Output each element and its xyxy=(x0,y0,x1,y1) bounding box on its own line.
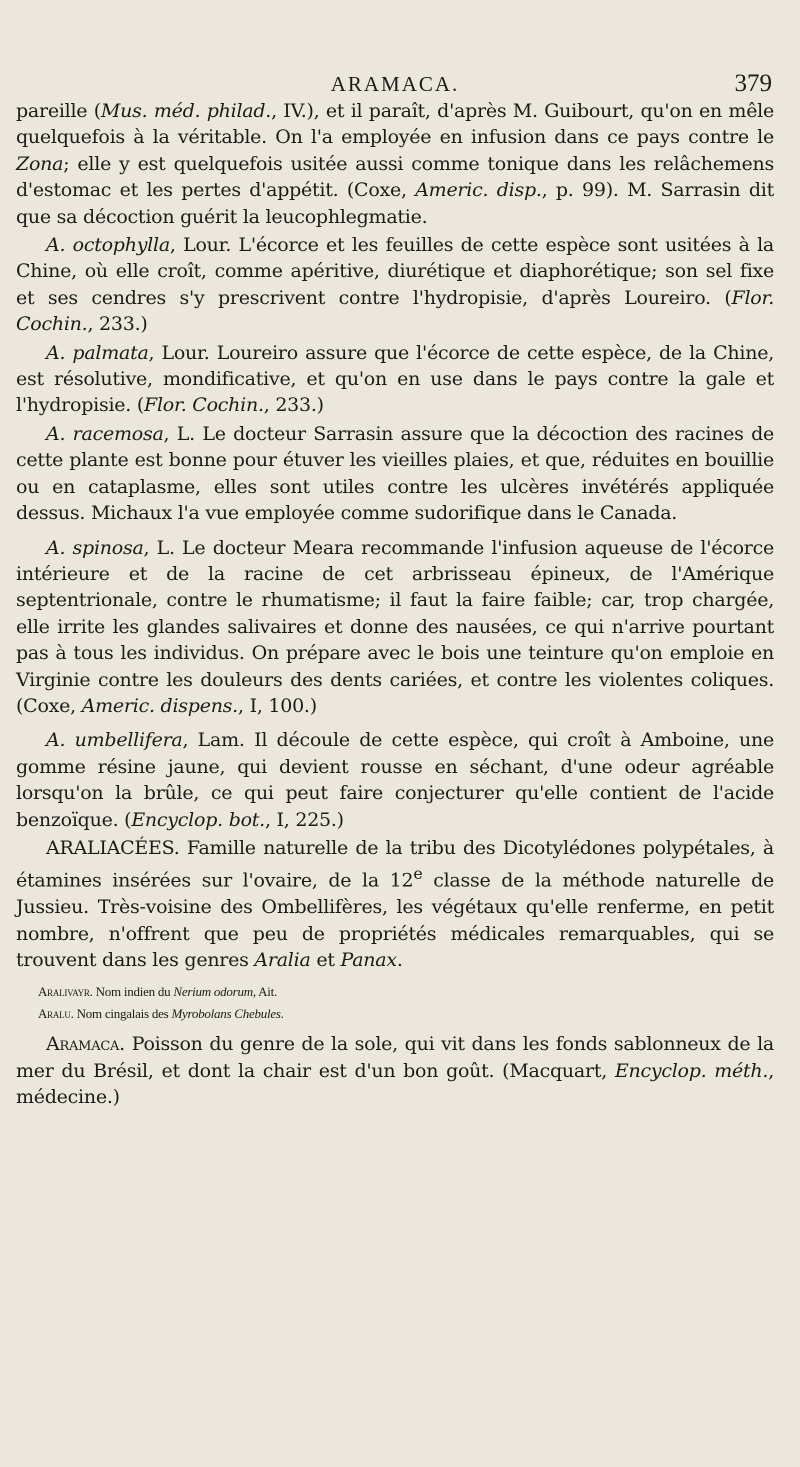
species-name: Nerium odorum xyxy=(173,984,253,1000)
entry-aramaca xyxy=(16,1031,774,1110)
text: . xyxy=(280,1006,284,1022)
entry-headword: ARALIACÉES. xyxy=(46,836,180,859)
entry-araliacees xyxy=(16,835,774,973)
citation-title: Flor. Cochin. xyxy=(144,394,264,417)
genus-name: Aralia xyxy=(254,948,311,971)
species-name: A. racemosa xyxy=(46,422,164,445)
text: , Lour. L'écorce et les feuilles de cette espèce sont usitées à la Chine, où elle croît, comme apéritive, diurétique et diaphorétique; son sel fixe et ses cendres s'y prescrivent contre l'hydropisie, d'après Loureiro. ( xyxy=(16,234,774,309)
genus-name: Panax xyxy=(340,948,397,971)
text: , IV.), et il paraît, d'après M. Guibourt, qu'on en mêle quelquefois à la véritable. On l'a employée en infusion dans ce pays contre le xyxy=(16,100,775,149)
text: pareille ( xyxy=(16,100,101,122)
text: , 233.) xyxy=(87,313,148,336)
citation-title: Encyclop. bot. xyxy=(131,808,265,831)
text: Nom indien du xyxy=(92,984,174,1000)
species-name: A. spinosa xyxy=(46,536,144,559)
entry-spinosa xyxy=(16,535,774,720)
entry-octophylla xyxy=(16,232,774,338)
entry-headword: Aralu. xyxy=(38,1006,74,1022)
minor-entries xyxy=(38,981,774,1025)
text: , Lour. Loureiro assure que l'écorce de cette espèce, de la Chine, est résolutive, mondificative, et qu'on en use dans le pays contre la gale et l'hydropisie. ( xyxy=(16,341,774,417)
entry-racemosa xyxy=(16,421,774,527)
entry-palmata xyxy=(16,340,774,419)
text: , 233.) xyxy=(263,394,324,417)
superscript: e xyxy=(413,864,423,884)
text: . xyxy=(396,948,403,971)
citation-title: Americ. disp. xyxy=(415,179,542,202)
text: et xyxy=(310,948,341,971)
article-body xyxy=(16,98,774,1111)
text: Nom cingalais des xyxy=(73,1006,172,1022)
page-number: 379 xyxy=(734,70,772,97)
text: , p. 99). M. Sarrasin dit que sa décoction guérit la leucophlegmatie. xyxy=(16,179,774,228)
text: classe de la méthode naturelle de Jussieu. Très-voisine des Ombellifères, les végétaux qu'elle renferme, en petit nombre, n'offrent que peu de propriétés médicales remarquables, qui se trouvent dans les genres xyxy=(16,869,774,971)
citation-title: Encyclop. méth. xyxy=(614,1059,769,1082)
disease-name: Zona xyxy=(16,152,64,175)
running-title: ARAMACA. xyxy=(330,72,460,96)
entry-umbellifera xyxy=(16,727,774,833)
text: , médecine.) xyxy=(16,1059,774,1109)
text: , I, 225.) xyxy=(264,808,344,831)
text: Famille naturelle de la tribu des Dicotylédones polypétales, à étamines insérées sur l'ovaire, de la 12 xyxy=(16,836,774,892)
running-head xyxy=(16,62,774,98)
species-name: A. palmata xyxy=(46,341,149,364)
text: , Ait. xyxy=(252,984,278,1000)
entry-aralu xyxy=(38,1003,774,1025)
species-name: A. octophylla xyxy=(46,234,170,257)
species-name: Myrobolans Chebules xyxy=(171,1006,281,1022)
text: , L. Le docteur Meara recommande l'infusion aqueuse de l'écorce intérieure et de la racine de cet arbrisseau épineux, de l'Amérique septentrionale, contre le rhumatisme; il faut la faire faible; car, trop chargée, elle irrite les glandes salivaires et donne des nausées, ce qui n'arrive pourtant pas à tous les individus. On prépare avec le bois une teinture qu'on emploie en Virginie contre les douleurs des dents cariées, et contre les violentes coliques. (Coxe, xyxy=(16,536,775,717)
paragraph-aralia-continuation xyxy=(16,98,774,230)
species-name: A. umbellifera xyxy=(46,729,183,752)
text: , L. Le docteur Sarrasin assure que la décoction des racines de cette plante est bonne pour étuver les vieilles plaies, et que, réduites en bouillie ou en cataplasme, elles sont utiles contre les ulcères invétérés appliquée dessus. Michaux l'a vue employée comme sudorifique dans le Canada. xyxy=(16,422,774,525)
citation-title: Flor. Cochin. xyxy=(16,286,774,336)
entry-aralivayr xyxy=(38,981,774,1003)
entry-headword: Aralivayr. xyxy=(38,984,93,1000)
entry-headword: Aramaca. xyxy=(46,1033,125,1056)
text: , Lam. Il découle de cette espèce, qui croît à Amboine, une gomme résine jaune, qui devient rousse en séchant, d'une odeur agréable lorsqu'on la brûle, ce qui peut faire conjecturer qu'elle contient de l'acide benzoïque. ( xyxy=(16,729,774,831)
citation-title: Americ. dispens. xyxy=(81,694,238,717)
text: Poisson du genre de la sole, qui vit dans les fonds sablonneux de la mer du Brésil, et dont la chair est d'un bon goût. (Macquart, xyxy=(16,1033,774,1082)
citation-title: Mus. méd. philad. xyxy=(100,100,272,122)
text: ; elle y est quelquefois usitée aussi comme tonique dans les relâchemens d'estomac et les pertes d'appétit. (Coxe, xyxy=(16,152,774,202)
text: , I, 100.) xyxy=(237,694,317,717)
